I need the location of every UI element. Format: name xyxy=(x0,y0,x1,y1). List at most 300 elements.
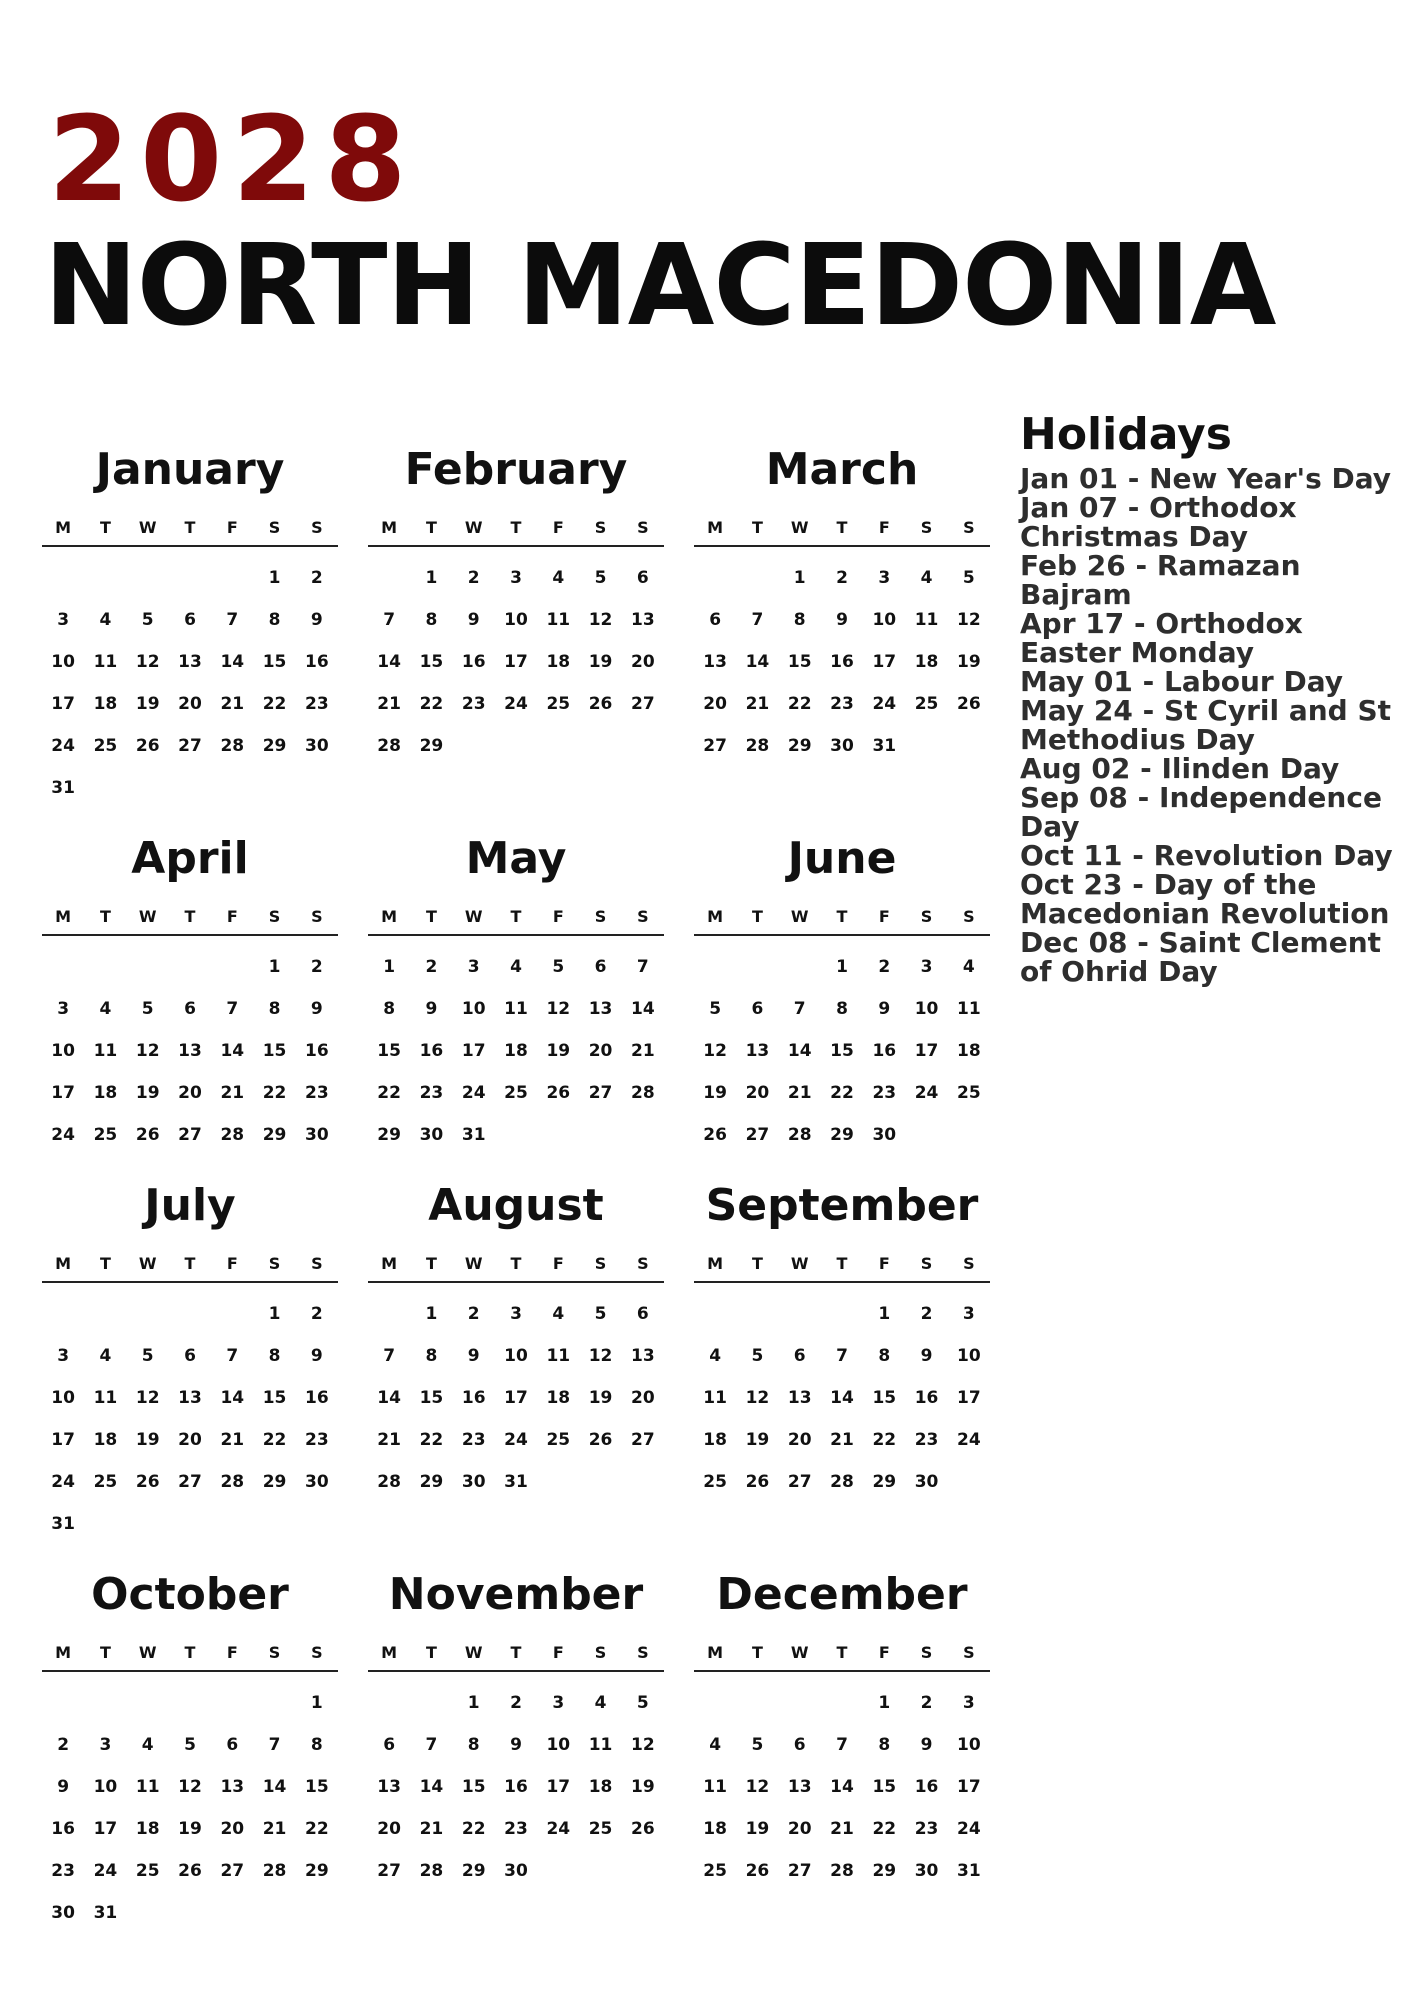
day-cell: 6 xyxy=(184,999,196,1019)
day-cell: 8 xyxy=(878,1346,891,1366)
day-cell: 29 xyxy=(830,1125,854,1145)
weekday-label: W xyxy=(138,1643,157,1662)
day-cell: 20 xyxy=(631,1388,655,1408)
day-cell: 6 xyxy=(793,1735,806,1755)
day-cell: 16 xyxy=(830,652,854,672)
weekday-label: M xyxy=(707,518,724,537)
day-cell: 19 xyxy=(135,1430,160,1450)
empty-day-cell xyxy=(42,946,84,988)
day-cell: 20 xyxy=(178,694,202,714)
month-name: July xyxy=(144,1180,236,1231)
day-cell: 6 xyxy=(709,610,722,630)
day-cell: 16 xyxy=(419,1041,444,1061)
day-cell: 23 xyxy=(305,1430,329,1450)
weekday-label: F xyxy=(552,1254,564,1273)
day-cell: 5 xyxy=(751,1735,764,1755)
day-cell: 18 xyxy=(93,1430,118,1450)
weekday-label: T xyxy=(751,518,763,537)
weekday-label: M xyxy=(381,1254,398,1273)
day-cell: 3 xyxy=(962,1304,975,1324)
weekday-header xyxy=(42,907,338,936)
day-cell: 29 xyxy=(872,1472,897,1492)
day-cell: 13 xyxy=(220,1777,245,1797)
day-cell: 31 xyxy=(872,736,897,756)
day-cell: 13 xyxy=(377,1777,401,1797)
day-cell: 12 xyxy=(135,1041,160,1061)
holiday-item: Feb 26 - Ramazan Bajram xyxy=(1020,549,1301,612)
day-cell: 25 xyxy=(914,694,939,714)
day-cell: 21 xyxy=(220,694,245,714)
day-cell: 13 xyxy=(178,652,202,672)
day-cell: 26 xyxy=(745,1861,770,1881)
day-cell: 9 xyxy=(310,610,323,630)
day-cell: 24 xyxy=(504,694,528,714)
day-cell: 1 xyxy=(467,1693,480,1713)
day-cell: 16 xyxy=(504,1777,528,1797)
day-cell: 28 xyxy=(377,1472,401,1492)
weekday-label: S xyxy=(594,518,607,537)
day-cell: 26 xyxy=(135,736,160,756)
day-cell: 7 xyxy=(751,610,764,630)
day-cell: 12 xyxy=(745,1388,770,1408)
day-cell: 24 xyxy=(504,1430,528,1450)
day-cell: 9 xyxy=(467,610,480,630)
day-cell: 15 xyxy=(872,1777,897,1797)
weekday-label: W xyxy=(790,1254,809,1273)
day-grid xyxy=(368,1672,664,1892)
day-cell: 10 xyxy=(93,1777,118,1797)
day-cell: 23 xyxy=(504,1819,528,1839)
day-cell: 16 xyxy=(461,1388,486,1408)
weekday-label: S xyxy=(594,1643,607,1662)
weekday-label: S xyxy=(268,907,281,926)
day-cell: 24 xyxy=(957,1819,981,1839)
empty-day-cell xyxy=(169,1682,211,1724)
day-cell: 26 xyxy=(703,1125,727,1145)
month-february xyxy=(368,440,664,809)
day-cell: 21 xyxy=(220,1083,245,1103)
empty-day-cell xyxy=(779,946,821,988)
day-cell: 3 xyxy=(878,568,891,588)
day-cell: 29 xyxy=(419,736,444,756)
day-cell: 5 xyxy=(709,999,722,1019)
empty-day-cell xyxy=(42,557,84,599)
empty-day-cell xyxy=(694,557,736,599)
weekday-label: F xyxy=(226,907,238,926)
day-cell: 23 xyxy=(305,1083,329,1103)
weekday-label: M xyxy=(381,518,398,537)
day-cell: 1 xyxy=(793,568,806,588)
weekday-label: S xyxy=(637,518,649,537)
day-cell: 18 xyxy=(504,1041,528,1061)
weekday-header xyxy=(42,1254,338,1283)
weekday-label: W xyxy=(138,518,157,537)
empty-day-cell xyxy=(169,557,211,599)
day-cell: 19 xyxy=(546,1041,571,1061)
holiday-item: Aug 02 - Ilinden Day xyxy=(1020,752,1340,786)
day-cell: 4 xyxy=(99,610,112,630)
empty-day-cell xyxy=(694,946,736,988)
day-cell: 19 xyxy=(588,1388,613,1408)
day-cell: 22 xyxy=(461,1819,486,1839)
holiday-item: Dec 08 - Saint Clement of Ohrid Day xyxy=(1020,926,1382,989)
weekday-label: W xyxy=(464,907,483,926)
day-cell: 21 xyxy=(787,1083,812,1103)
day-cell: 22 xyxy=(872,1430,897,1450)
day-cell: 16 xyxy=(461,652,486,672)
day-cell: 23 xyxy=(419,1083,444,1103)
weekday-label: M xyxy=(55,1254,72,1273)
day-cell: 8 xyxy=(425,1346,438,1366)
day-cell: 25 xyxy=(703,1861,727,1881)
weekday-header xyxy=(368,907,664,936)
day-cell: 15 xyxy=(419,1388,444,1408)
empty-day-cell xyxy=(169,1293,211,1335)
day-cell: 21 xyxy=(830,1430,854,1450)
empty-day-cell xyxy=(84,557,126,599)
day-cell: 13 xyxy=(631,610,655,630)
month-name: October xyxy=(91,1569,289,1620)
day-cell: 13 xyxy=(787,1388,812,1408)
empty-day-cell xyxy=(42,1682,84,1724)
day-cell: 19 xyxy=(178,1819,202,1839)
weekday-label: S xyxy=(963,1254,975,1273)
day-cell: 13 xyxy=(588,999,613,1019)
day-cell: 10 xyxy=(51,1388,75,1408)
day-cell: 14 xyxy=(377,652,401,672)
day-cell: 4 xyxy=(510,957,522,977)
month-name: August xyxy=(428,1180,604,1231)
weekday-label: T xyxy=(510,518,522,537)
day-cell: 18 xyxy=(546,1388,571,1408)
day-grid xyxy=(368,1283,664,1503)
weekday-label: W xyxy=(790,1643,809,1662)
year-title: 2028 xyxy=(48,90,417,228)
month-name: September xyxy=(705,1180,979,1231)
holidays-title: Holidays xyxy=(1020,409,1232,460)
day-cell: 8 xyxy=(425,610,438,630)
empty-day-cell xyxy=(368,1682,410,1724)
day-cell: 2 xyxy=(310,957,323,977)
weekday-label: S xyxy=(963,518,975,537)
day-grid xyxy=(42,1283,338,1545)
weekday-label: S xyxy=(637,1643,649,1662)
day-cell: 3 xyxy=(552,1693,565,1713)
month-march xyxy=(694,440,990,809)
weekday-label: T xyxy=(751,907,763,926)
day-cell: 9 xyxy=(920,1346,933,1366)
country-title: NORTH MACEDONIA xyxy=(44,221,1276,351)
day-cell: 18 xyxy=(93,1083,118,1103)
day-cell: 19 xyxy=(631,1777,655,1797)
day-cell: 7 xyxy=(226,999,239,1019)
day-cell: 29 xyxy=(872,1861,897,1881)
day-cell: 28 xyxy=(220,736,245,756)
day-cell: 9 xyxy=(836,610,848,630)
day-grid xyxy=(42,547,338,809)
day-cell: 10 xyxy=(957,1346,981,1366)
day-cell: 18 xyxy=(703,1819,727,1839)
day-cell: 20 xyxy=(787,1430,812,1450)
month-name: March xyxy=(765,444,919,495)
weekday-label: T xyxy=(510,1643,522,1662)
day-cell: 9 xyxy=(310,999,323,1019)
day-cell: 13 xyxy=(631,1346,655,1366)
weekday-label: M xyxy=(707,907,724,926)
empty-day-cell xyxy=(779,1293,821,1335)
day-cell: 13 xyxy=(703,652,727,672)
day-cell: 29 xyxy=(461,1861,486,1881)
month-name: June xyxy=(787,833,897,884)
holiday-item: May 24 - St Cyril and St Methodius Day xyxy=(1020,694,1391,757)
day-cell: 7 xyxy=(383,1346,396,1366)
day-cell: 29 xyxy=(262,736,287,756)
day-cell: 26 xyxy=(957,694,981,714)
day-cell: 30 xyxy=(305,1472,329,1492)
day-cell: 16 xyxy=(51,1819,75,1839)
day-cell: 31 xyxy=(51,778,75,798)
month-april xyxy=(42,829,338,1156)
empty-day-cell xyxy=(694,1293,736,1335)
day-cell: 15 xyxy=(872,1388,897,1408)
day-cell: 29 xyxy=(305,1861,329,1881)
day-cell: 5 xyxy=(141,999,154,1019)
day-cell: 26 xyxy=(178,1861,202,1881)
day-cell: 25 xyxy=(93,1125,118,1145)
day-cell: 31 xyxy=(93,1903,118,1923)
day-cell: 16 xyxy=(305,1041,329,1061)
day-cell: 7 xyxy=(836,1346,848,1366)
day-cell: 4 xyxy=(594,1693,607,1713)
day-cell: 4 xyxy=(99,1346,112,1366)
day-cell: 23 xyxy=(305,694,329,714)
weekday-label: F xyxy=(226,518,238,537)
day-cell: 18 xyxy=(957,1041,981,1061)
empty-day-cell xyxy=(211,1682,253,1724)
empty-day-cell xyxy=(253,1682,295,1724)
day-cell: 29 xyxy=(377,1125,401,1145)
day-cell: 11 xyxy=(914,610,939,630)
weekday-label: S xyxy=(268,1643,281,1662)
day-cell: 1 xyxy=(310,1693,323,1713)
day-cell: 17 xyxy=(51,694,75,714)
weekday-label: T xyxy=(751,1254,763,1273)
day-cell: 22 xyxy=(830,1083,854,1103)
day-cell: 11 xyxy=(588,1735,613,1755)
day-cell: 10 xyxy=(504,1346,528,1366)
day-cell: 20 xyxy=(787,1819,812,1839)
day-cell: 28 xyxy=(830,1861,854,1881)
day-cell: 15 xyxy=(830,1041,854,1061)
day-cell: 23 xyxy=(830,694,854,714)
day-cell: 30 xyxy=(419,1125,444,1145)
day-cell: 2 xyxy=(836,568,848,588)
day-cell: 3 xyxy=(510,1304,522,1324)
day-cell: 11 xyxy=(135,1777,160,1797)
day-cell: 22 xyxy=(262,1083,287,1103)
weekday-header xyxy=(368,518,664,547)
empty-day-cell xyxy=(127,1682,169,1724)
day-grid xyxy=(42,1672,338,1934)
day-cell: 21 xyxy=(830,1819,854,1839)
day-cell: 28 xyxy=(631,1083,655,1103)
day-cell: 8 xyxy=(793,610,806,630)
day-grid xyxy=(368,936,664,1156)
weekday-label: S xyxy=(311,1254,323,1273)
holiday-item: Sep 08 - Independence Day xyxy=(1020,781,1382,844)
weekday-label: T xyxy=(184,1643,196,1662)
day-cell: 11 xyxy=(957,999,981,1019)
day-cell: 11 xyxy=(93,1388,118,1408)
day-cell: 3 xyxy=(57,999,70,1019)
weekday-label: T xyxy=(510,907,522,926)
day-cell: 10 xyxy=(546,1735,571,1755)
day-cell: 6 xyxy=(184,610,196,630)
day-cell: 30 xyxy=(305,1125,329,1145)
day-cell: 1 xyxy=(268,957,281,977)
day-cell: 17 xyxy=(461,1041,486,1061)
day-cell: 5 xyxy=(636,1693,649,1713)
day-cell: 17 xyxy=(957,1388,981,1408)
day-cell: 16 xyxy=(914,1777,939,1797)
day-cell: 12 xyxy=(135,652,160,672)
day-cell: 1 xyxy=(268,1304,281,1324)
weekday-label: S xyxy=(920,1254,933,1273)
day-cell: 13 xyxy=(178,1388,202,1408)
day-cell: 27 xyxy=(631,1430,655,1450)
day-cell: 10 xyxy=(51,652,75,672)
day-cell: 4 xyxy=(709,1346,722,1366)
day-cell: 19 xyxy=(135,1083,160,1103)
empty-day-cell xyxy=(779,1682,821,1724)
day-cell: 14 xyxy=(830,1388,854,1408)
day-cell: 8 xyxy=(268,610,281,630)
empty-day-cell xyxy=(368,1293,410,1335)
empty-day-cell xyxy=(169,946,211,988)
month-name: April xyxy=(131,833,249,884)
day-cell: 30 xyxy=(504,1861,528,1881)
day-cell: 5 xyxy=(141,1346,154,1366)
day-cell: 14 xyxy=(631,999,655,1019)
day-cell: 14 xyxy=(262,1777,287,1797)
day-cell: 22 xyxy=(262,694,287,714)
weekday-label: F xyxy=(552,518,564,537)
day-cell: 14 xyxy=(377,1388,401,1408)
day-cell: 20 xyxy=(588,1041,613,1061)
day-cell: 1 xyxy=(425,1304,438,1324)
day-cell: 24 xyxy=(546,1819,571,1839)
day-cell: 14 xyxy=(787,1041,812,1061)
month-name: February xyxy=(404,444,628,495)
day-cell: 20 xyxy=(631,652,655,672)
empty-day-cell xyxy=(821,1682,863,1724)
month-july xyxy=(42,1176,338,1545)
weekday-label: S xyxy=(311,1643,323,1662)
day-cell: 16 xyxy=(305,1388,329,1408)
weekday-header xyxy=(42,518,338,547)
weekday-label: F xyxy=(226,1643,238,1662)
day-cell: 10 xyxy=(872,610,897,630)
weekday-label: S xyxy=(594,1254,607,1273)
day-cell: 6 xyxy=(184,1346,196,1366)
day-grid xyxy=(694,547,990,767)
month-name: November xyxy=(388,1569,644,1620)
weekday-label: S xyxy=(311,518,323,537)
weekday-label: S xyxy=(920,1643,933,1662)
day-cell: 7 xyxy=(836,1735,848,1755)
empty-day-cell xyxy=(84,1293,126,1335)
day-cell: 2 xyxy=(467,568,480,588)
weekday-label: W xyxy=(464,1643,483,1662)
empty-day-cell xyxy=(127,946,169,988)
month-september xyxy=(694,1176,990,1545)
weekday-label: T xyxy=(425,518,437,537)
weekday-label: T xyxy=(510,1254,522,1273)
day-cell: 17 xyxy=(504,652,528,672)
day-cell: 27 xyxy=(178,1472,202,1492)
day-cell: 9 xyxy=(878,999,891,1019)
day-cell: 4 xyxy=(552,1304,565,1324)
day-cell: 12 xyxy=(178,1777,202,1797)
day-cell: 12 xyxy=(703,1041,727,1061)
day-cell: 23 xyxy=(461,694,486,714)
day-cell: 11 xyxy=(703,1777,727,1797)
day-cell: 10 xyxy=(957,1735,981,1755)
day-cell: 12 xyxy=(745,1777,770,1797)
day-cell: 15 xyxy=(787,652,812,672)
day-cell: 30 xyxy=(872,1125,897,1145)
day-cell: 2 xyxy=(878,957,891,977)
weekday-label: W xyxy=(138,907,157,926)
day-cell: 21 xyxy=(262,1819,287,1839)
day-cell: 20 xyxy=(703,694,727,714)
weekday-label: T xyxy=(184,907,196,926)
weekday-label: F xyxy=(226,1254,238,1273)
weekday-label: S xyxy=(268,1254,281,1273)
weekday-label: M xyxy=(55,518,72,537)
weekday-label: F xyxy=(552,1643,564,1662)
day-cell: 23 xyxy=(461,1430,486,1450)
empty-day-cell xyxy=(736,557,778,599)
weekday-label: S xyxy=(637,1254,649,1273)
weekday-label: T xyxy=(99,907,111,926)
day-cell: 26 xyxy=(135,1125,160,1145)
day-cell: 15 xyxy=(262,1041,287,1061)
day-cell: 28 xyxy=(262,1861,287,1881)
weekday-label: F xyxy=(878,1254,890,1273)
day-cell: 21 xyxy=(419,1819,444,1839)
day-cell: 26 xyxy=(745,1472,770,1492)
weekday-label: S xyxy=(920,907,933,926)
day-cell: 7 xyxy=(268,1735,281,1755)
weekday-label: M xyxy=(55,1643,72,1662)
day-cell: 28 xyxy=(830,1472,854,1492)
weekday-label: W xyxy=(464,1254,483,1273)
day-cell: 27 xyxy=(787,1861,812,1881)
month-name: January xyxy=(95,444,285,495)
day-cell: 24 xyxy=(957,1430,981,1450)
day-cell: 7 xyxy=(793,999,806,1019)
day-cell: 4 xyxy=(141,1735,154,1755)
day-cell: 19 xyxy=(588,652,613,672)
day-cell: 11 xyxy=(546,610,571,630)
day-cell: 1 xyxy=(425,568,438,588)
day-cell: 20 xyxy=(377,1819,401,1839)
day-cell: 3 xyxy=(99,1735,112,1755)
weekday-label: F xyxy=(878,1643,890,1662)
weekday-label: T xyxy=(99,518,111,537)
day-cell: 29 xyxy=(787,736,812,756)
